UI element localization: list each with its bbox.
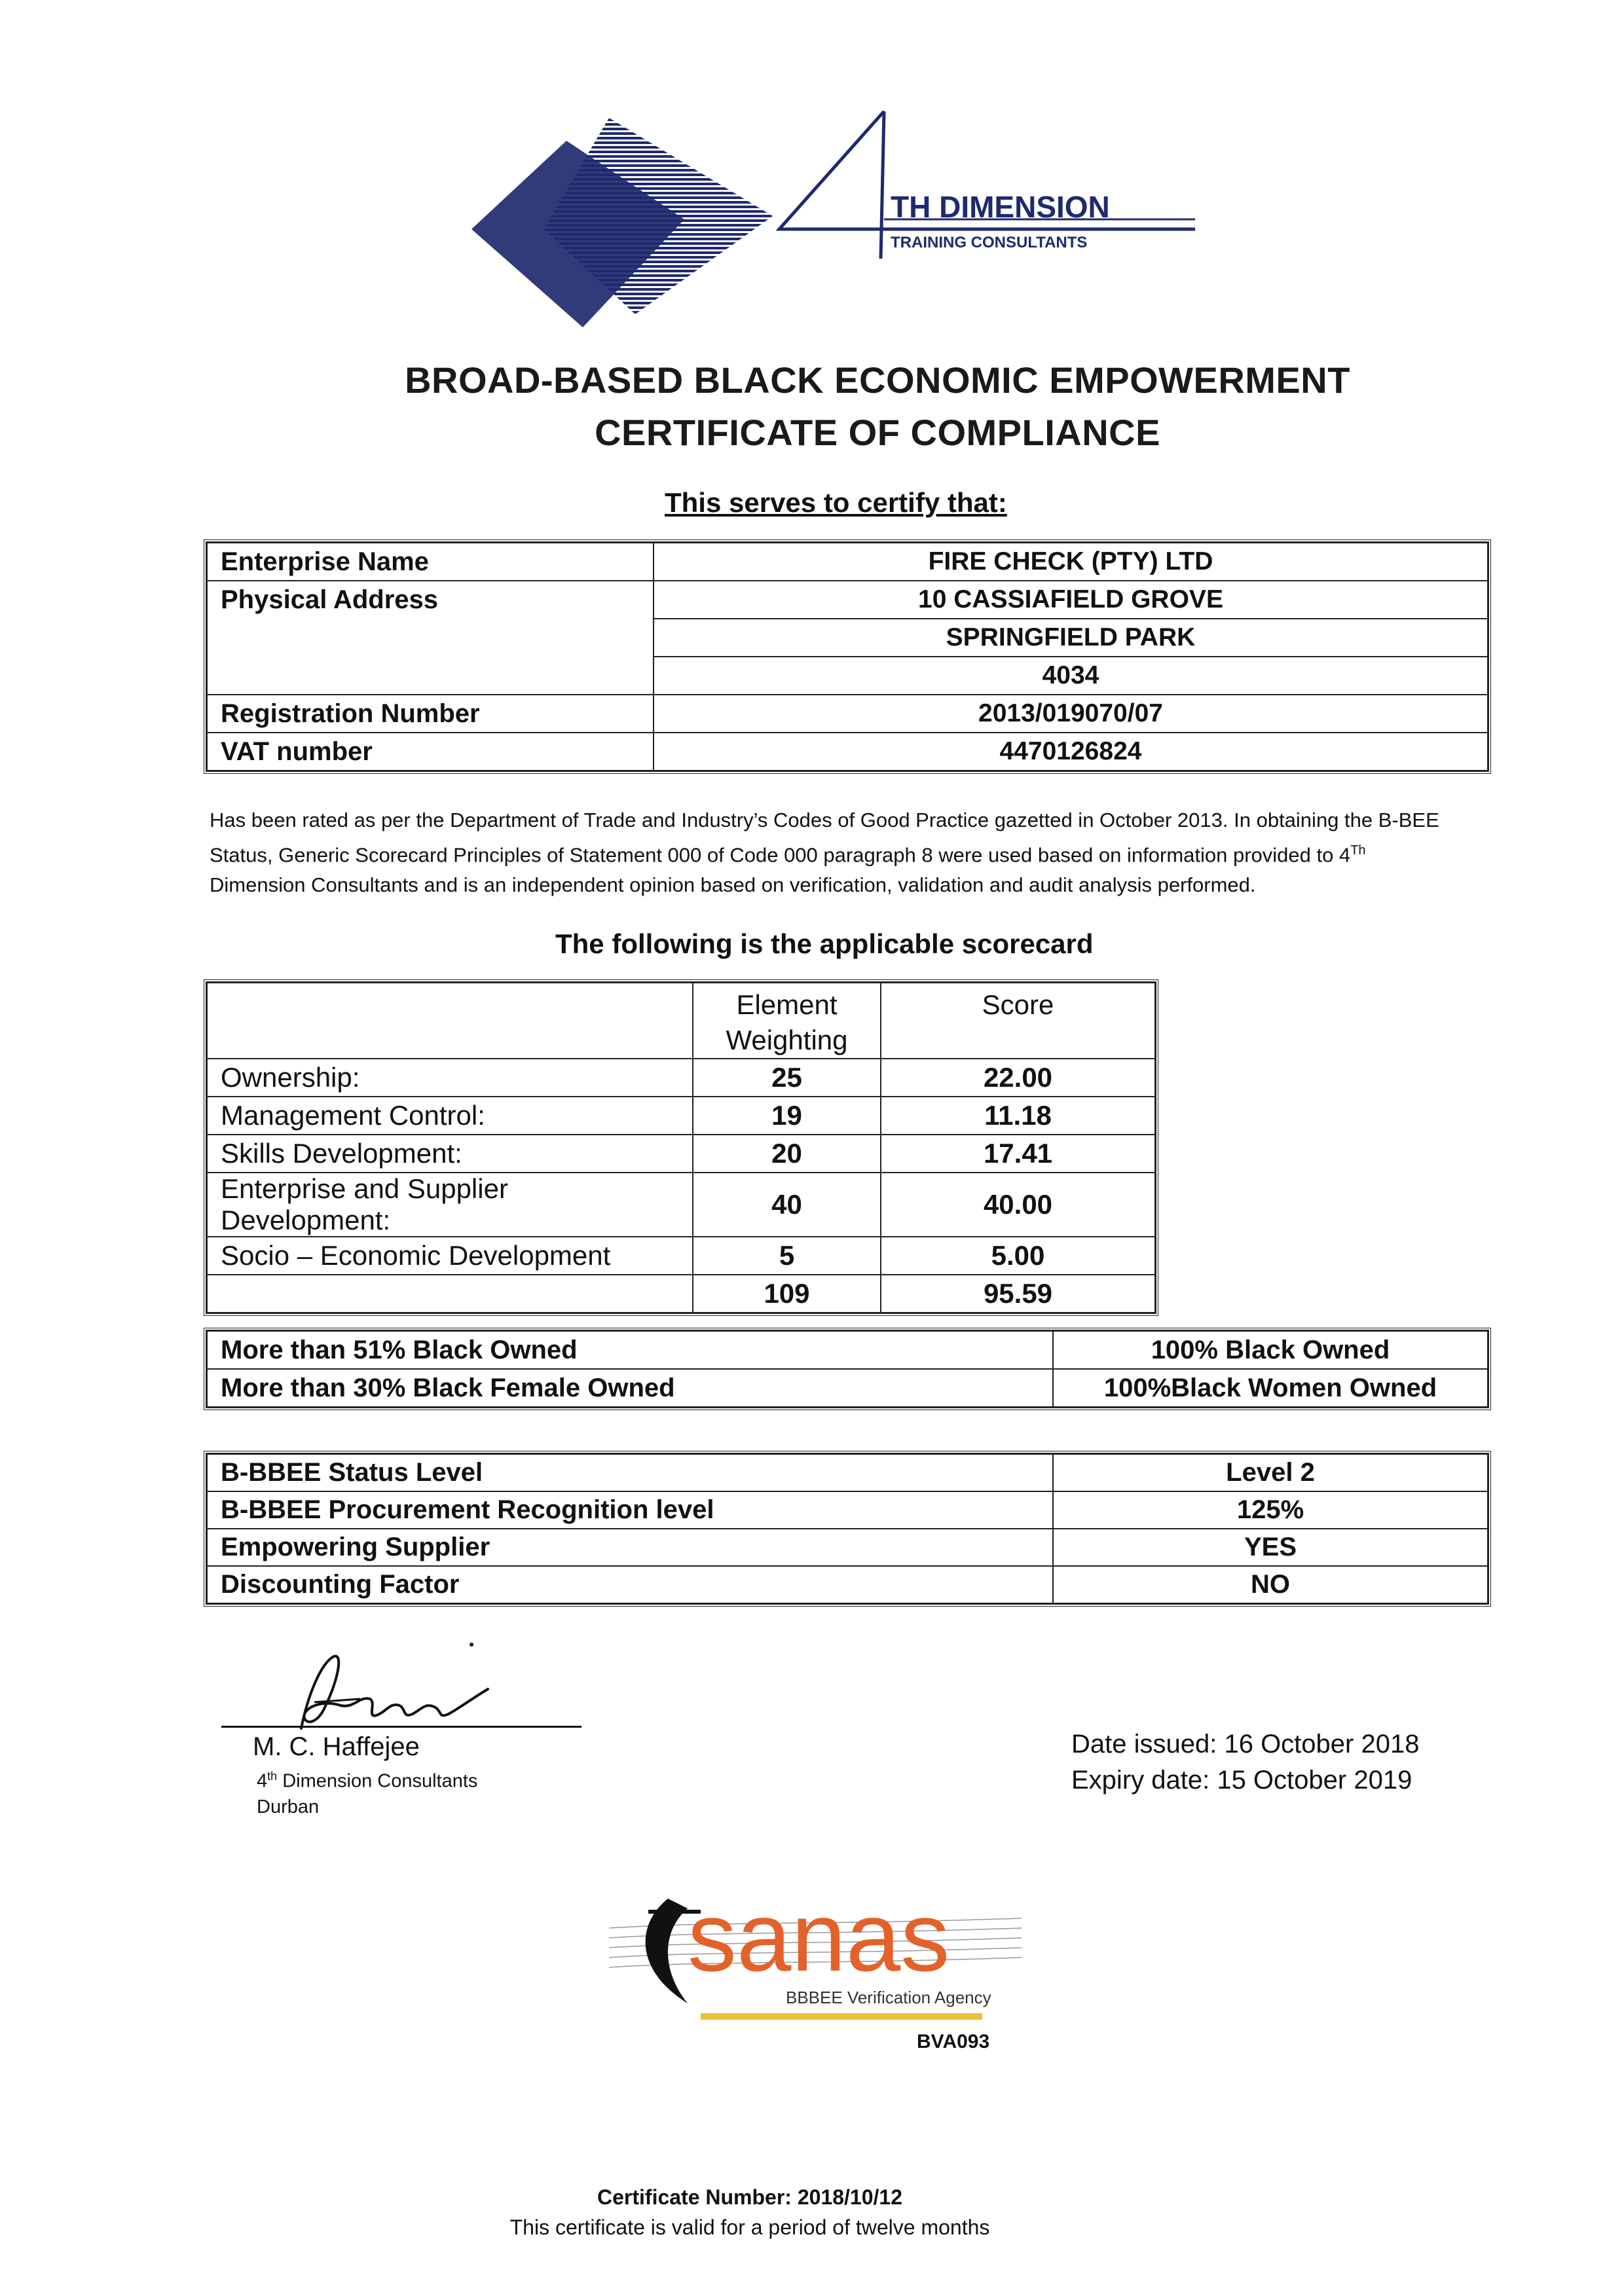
address-line1: 10 CASSIAFIELD GROVE: [654, 581, 1488, 619]
empowering-supplier-label: Empowering Supplier: [207, 1529, 1053, 1566]
element-name: Management Control:: [207, 1097, 693, 1135]
certificate-number: Certificate Number: 2018/10/12: [597, 2185, 902, 2209]
validity-statement: This certificate is valid for a period of twelve months: [509, 2215, 990, 2239]
table-row: [207, 1135, 1155, 1173]
address-line3: 4034: [654, 657, 1488, 695]
element-score: 40.00: [881, 1173, 1155, 1237]
element-score: 5.00: [881, 1237, 1155, 1275]
date-issued: Date issued: 16 October 2018: [1071, 1730, 1420, 1758]
scorecard-table: [206, 982, 1156, 1313]
certify-heading: This serves to certify that:: [665, 487, 1007, 518]
expiry-date: Expiry date: 15 October 2019: [1071, 1766, 1412, 1795]
physical-address-label: Physical Address: [207, 581, 654, 695]
scorecard-total-row: [207, 1275, 1155, 1313]
sanas-code: BVA093: [917, 2031, 990, 2052]
scorecard-header-weighting: [693, 983, 881, 1059]
enterprise-info-table: [206, 542, 1488, 771]
paragraph-text-part2: Dimension Consultants and is an independent opinion based on verification, validation and audit analysis performed.: [210, 873, 1256, 897]
company-logo: [452, 105, 1211, 340]
black-owned-label: More than 51% Black Owned: [207, 1331, 1053, 1369]
status-table: [206, 1453, 1488, 1604]
rating-paragraph: [210, 805, 1454, 900]
weighting-header-line2: Weighting: [726, 1025, 848, 1055]
sanas-swoosh: [646, 1899, 688, 2003]
signer-city: Durban: [257, 1796, 320, 1817]
procurement-level-value: 125%: [1053, 1491, 1488, 1529]
element-name: Enterprise and Supplier Development:: [207, 1173, 693, 1237]
signature-image: [262, 1637, 524, 1735]
signer-org-superscript: th: [267, 1770, 278, 1783]
address-line2: SPRINGFIELD PARK: [654, 619, 1488, 657]
element-weighting: 20: [693, 1135, 881, 1173]
discounting-factor-value: NO: [1053, 1566, 1488, 1603]
table-row: [207, 1237, 1155, 1275]
element-name: Socio – Economic Development: [207, 1237, 693, 1275]
element-weighting: 19: [693, 1097, 881, 1135]
black-owned-value: 100% Black Owned: [1053, 1331, 1488, 1369]
signer-name: M. C. Haffejee: [253, 1732, 420, 1761]
element-weighting: 5: [693, 1237, 881, 1275]
scorecard-header-row: [207, 983, 1155, 1059]
element-weighting: 25: [693, 1059, 881, 1097]
black-female-owned-label: More than 30% Black Female Owned: [207, 1369, 1053, 1407]
logo-company-subtitle: TRAINING CONSULTANTS: [891, 234, 1088, 251]
status-level-value: Level 2: [1053, 1454, 1488, 1491]
weighting-header-line1: Element: [736, 989, 838, 1020]
signature-line: [221, 1726, 581, 1728]
registration-number-label: Registration Number: [207, 695, 654, 733]
paragraph-text-part1: Has been rated as per the Department of Trade and Industry’s Codes of Good Practice gazetted in October 2013. In obtaining the B-BEE Status, Generic Scorecard Principles of Statement 000 of Code 000 paragraph 8 were used based on information provided to 4: [210, 809, 1439, 867]
black-female-owned-value: 100%Black Women Owned: [1053, 1369, 1488, 1407]
ownership-table: [206, 1330, 1488, 1408]
sanas-logo: [609, 1872, 1028, 2069]
procurement-level-label: B-BBEE Procurement Recognition level: [207, 1491, 1053, 1529]
element-score: 17.41: [881, 1135, 1155, 1173]
element-name: Skills Development:: [207, 1135, 693, 1173]
enterprise-name-value: FIRE CHECK (PTY) LTD: [654, 543, 1488, 581]
total-label-cell: [207, 1275, 693, 1313]
signer-organisation: [257, 1770, 477, 1793]
vat-number-label: VAT number: [207, 733, 654, 771]
certificate-title-line1: BROAD-BASED BLACK ECONOMIC EMPOWERMENT: [405, 359, 1350, 401]
status-level-label: B-BBEE Status Level: [207, 1454, 1053, 1491]
element-name: Ownership:: [207, 1059, 693, 1097]
element-weighting: 40: [693, 1173, 881, 1237]
table-row: [207, 1173, 1155, 1237]
logo-company-name: TH DIMENSION: [891, 190, 1110, 224]
element-score: 22.00: [881, 1059, 1155, 1097]
signer-org-prefix: 4: [257, 1770, 268, 1792]
vat-number-value: 4470126824: [654, 733, 1488, 771]
registration-number-value: 2013/019070/07: [654, 695, 1488, 733]
table-row: [207, 1097, 1155, 1135]
signer-org-rest: Dimension Consultants: [277, 1770, 478, 1792]
discounting-factor-label: Discounting Factor: [207, 1566, 1053, 1603]
scorecard-header-score: Score: [881, 983, 1155, 1059]
certificate-title-line2: CERTIFICATE OF COMPLIANCE: [595, 412, 1160, 453]
enterprise-name-label: Enterprise Name: [207, 543, 654, 581]
sanas-tagline: BBBEE Verification Agency: [786, 1988, 991, 2007]
empowering-supplier-value: YES: [1053, 1529, 1488, 1566]
total-score: 95.59: [881, 1275, 1155, 1313]
element-score: 11.18: [881, 1097, 1155, 1135]
paragraph-superscript: Th: [1350, 843, 1366, 858]
total-weighting: 109: [693, 1275, 881, 1313]
sanas-wordmark: sanas: [688, 1882, 950, 1992]
scorecard-header-element: [207, 983, 693, 1059]
scorecard-heading: The following is the applicable scorecard: [555, 928, 1094, 959]
table-row: [207, 1059, 1155, 1097]
